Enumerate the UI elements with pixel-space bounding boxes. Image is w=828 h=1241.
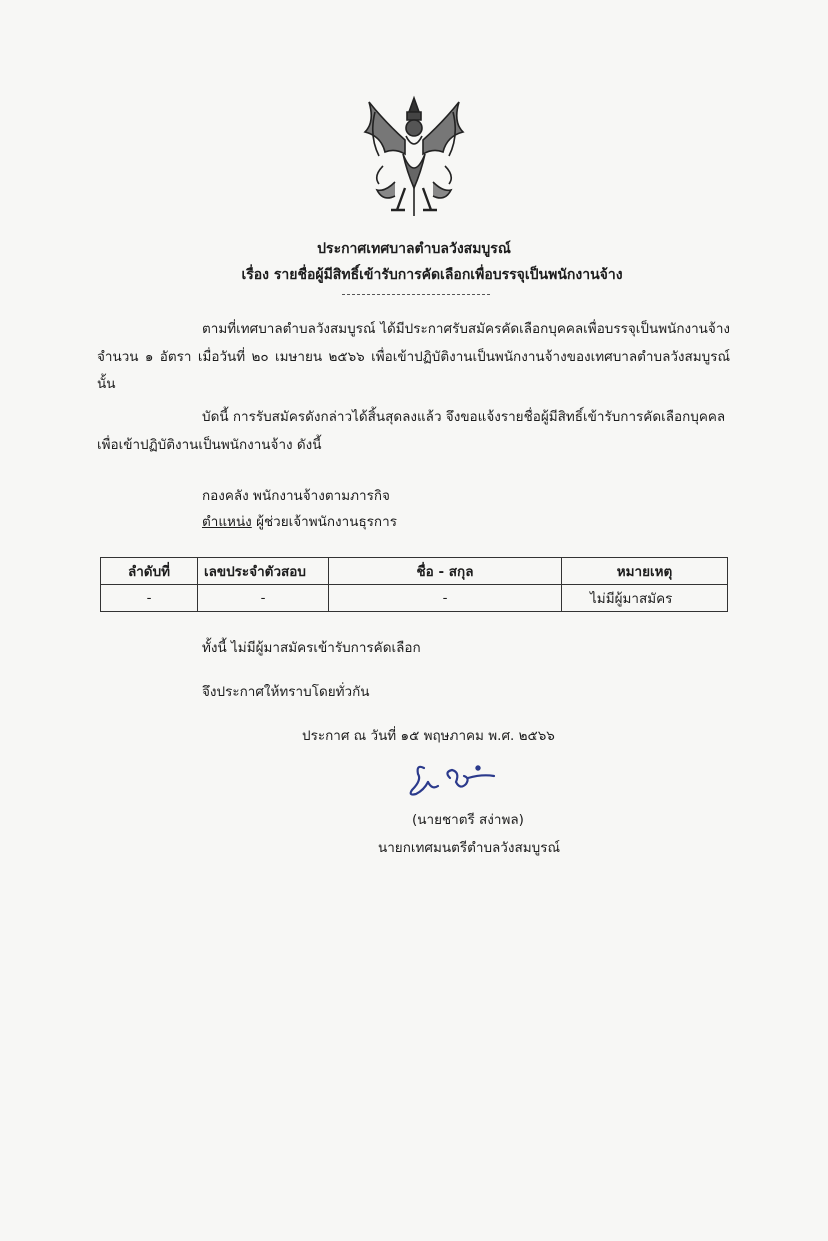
position-label: ตำแหน่ง (202, 514, 252, 530)
cell-order: - (101, 585, 198, 612)
note-line: ทั้งนี้ ไม่มีผู้มาสมัครเข้ารับการคัดเลือก (202, 640, 421, 656)
paragraph-intro: ตามที่เทศบาลตำบลวังสมบูรณ์ ได้มีประกาศรับสมัครคัดเลือกบุคคลเพื่อบรรจุเป็นพนักงานจ้าง จำนวน ๑ อัตรา เมื่อวันที่ ๒๐ เมษายน ๒๕๖๖ เพื่อเข้าปฏิบัติงานเป็นพนักงานจ้างของเทศบาลตำบลวังสมบูรณ์ นั้น (97, 321, 730, 392)
cell-name: - (329, 585, 562, 612)
column-header-exam-id: เลขประจำตัวสอบ (198, 558, 329, 585)
column-header-order: ลำดับที่ (101, 558, 198, 585)
announcement-subject: เรื่อง รายชื่อผู้มีสิทธิ์เข้ารับการคัดเลือกเพื่อบรรจุเป็นพนักงานจ้าง (241, 267, 623, 283)
candidate-table (100, 557, 728, 612)
paragraph-notice: บัดนี้ การรับสมัครดังกล่าวได้สิ้นสุดลงแล้ว จึงขอแจ้งรายชื่อผู้มีสิทธิ์เข้ารับการคัดเลือกบุคคลเพื่อเข้าปฏิบัติงานเป็นพนักงานจ้าง ดังนี้ (97, 409, 726, 453)
column-header-remark: หมายเหตุ (562, 558, 728, 585)
announce-line: จึงประกาศให้ทราบโดยทั่วกัน (202, 684, 370, 700)
cell-exam-id: - (198, 585, 329, 612)
table-row (101, 585, 728, 612)
garuda-emblem-icon (355, 92, 473, 222)
column-header-name: ชื่อ - สกุล (329, 558, 562, 585)
position-line (202, 510, 397, 532)
position-value: ผู้ช่วยเจ้าพนักงานธุรการ (251, 514, 397, 530)
table-header-row (101, 558, 728, 585)
announcement-title: ประกาศเทศบาลตำบลวังสมบูรณ์ (317, 241, 511, 257)
separator (342, 294, 490, 295)
division-line: กองคลัง พนักงานจ้างตามภารกิจ (202, 488, 390, 504)
cell-remark: ไม่มีผู้มาสมัคร (562, 585, 728, 612)
signer-name: (นายชาตรี สง่าพล) (412, 812, 524, 828)
signer-title: นายกเทศมนตรีตำบลวังสมบูรณ์ (378, 840, 560, 856)
date-line: ประกาศ ณ วันที่ ๑๕ พฤษภาคม พ.ศ. ๒๕๖๖ (302, 728, 555, 744)
signature-icon (398, 760, 508, 800)
